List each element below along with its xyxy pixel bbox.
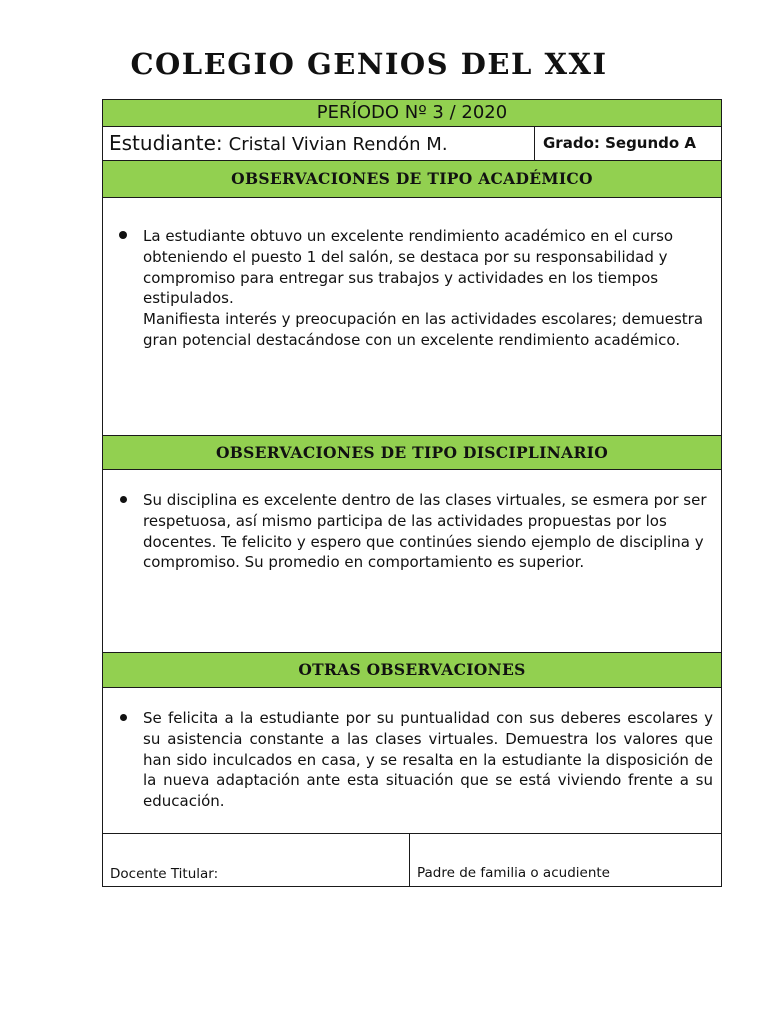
academic-section-body [103, 198, 721, 436]
discipline-section-body [103, 470, 721, 653]
report-table [102, 99, 722, 887]
discipline-section-title: OBSERVACIONES DE TIPO DISCIPLINARIO [103, 436, 721, 470]
student-row [103, 127, 721, 161]
student-name: Cristal Vivian Rendón M. [228, 134, 448, 155]
list-item [117, 226, 713, 351]
list-item [117, 490, 713, 573]
school-title: COLEGIO GENIOS DEL XXI [130, 47, 608, 81]
signature-row [103, 834, 721, 886]
list-item [117, 708, 713, 812]
academic-section-title: OBSERVACIONES DE TIPO ACADÉMICO [103, 161, 721, 198]
grade-cell: Grado: Segundo A [543, 134, 697, 152]
academic-paragraph-2: Manifiesta interés y preocupación en las actividades escolares; demuestra gran potencial destacándose con un excelente rendimiento académico. [143, 310, 704, 349]
bullet-icon [119, 231, 127, 239]
student-label: Estudiante: [109, 131, 223, 155]
other-section-title: OTRAS OBSERVACIONES [103, 653, 721, 688]
discipline-text: Su disciplina es excelente dentro de las clases virtuales, se esmera por ser respetuosa, así mismo participa de las actividades propuestas por los docentes. Te felicito y espero que continúes siendo ejemplo de disciplina y compromiso. Su promedio en comportamiento es superior. [143, 491, 707, 572]
student-cell [103, 127, 535, 161]
other-text: Se felicita a la estudiante por su puntualidad con sus deberes escolares y su asistencia constante a las clases virtuales. Demuestra los valores que han sido inculcados en casa, y se resalta en la estudiante la disposición de la nueva adaptación ante esta situación que se está viviendo frente a su educación. [143, 709, 713, 811]
bullet-icon [120, 714, 127, 721]
period-header: PERÍODO Nº 3 / 2020 [103, 100, 721, 127]
parent-signature: Padre de familia o acudiente [417, 865, 610, 881]
teacher-signature: Docente Titular: [103, 834, 410, 886]
other-section-body [103, 688, 721, 834]
academic-paragraph-1: La estudiante obtuvo un excelente rendimiento académico en el curso obteniendo el puesto 1 del salón, se destaca por su responsabilidad y compromiso para entregar sus trabajos y actividades en los tiempos estipulados. [143, 227, 674, 308]
bullet-icon [120, 496, 127, 503]
